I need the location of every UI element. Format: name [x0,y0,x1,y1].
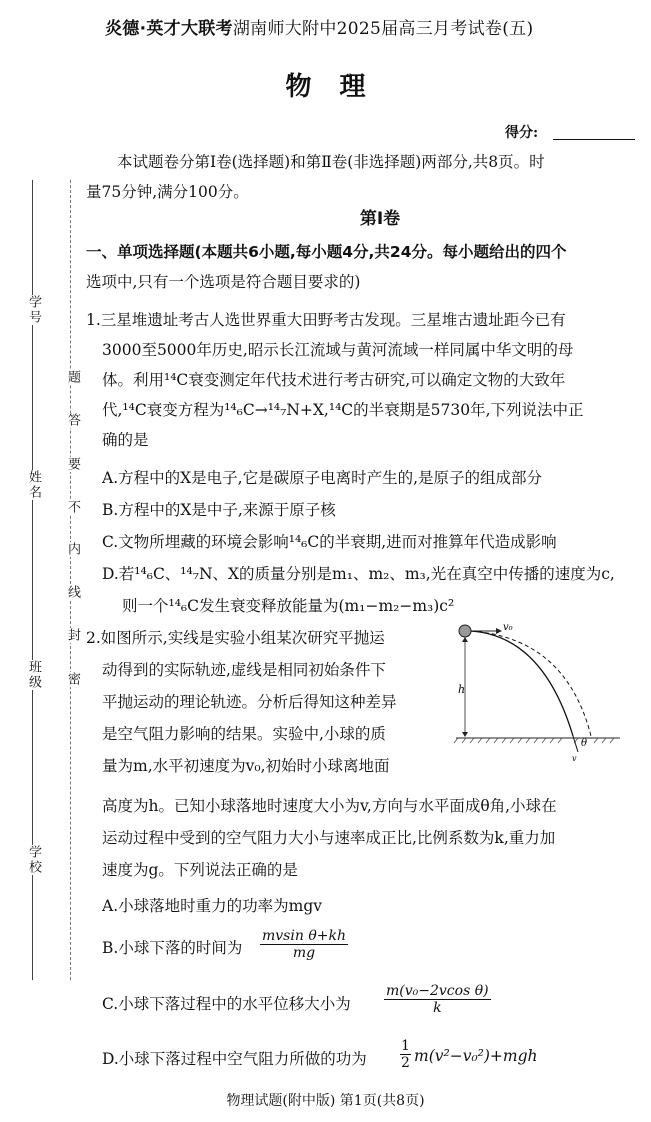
exam-brand: 炎德·英才大联考 [105,19,233,39]
q1-stem-line: 3000至5000年历史,昭示长江流域与黄河流域一样同属中华文明的母 [102,341,574,359]
part-heading-line: 选项中,只有一个选项是符合题目要求的) [86,273,361,291]
seal-line [70,180,71,980]
q2-option-c-prefix: C.小球下落过程中的水平位移大小为 [102,995,351,1013]
part-heading [86,240,567,262]
name-label: 姓名 [26,470,41,500]
intro-line: 本试题卷分第Ⅰ卷(选择题)和第Ⅱ卷(非选择题)两部分,共8页。时 [117,153,545,171]
q2-option-b-fraction [260,928,348,961]
q2-stem-line: 速度为g。下列说法正确的是 [102,861,298,879]
seal-char: 线 [65,585,80,600]
intro-line: 量75分钟,满分100分。 [86,183,249,201]
page-footer: 物理试题(附中版) 第1页(共8页) [226,1093,425,1109]
q2-stem-line: 动得到的实际轨迹,虚线是相同初始条件下 [102,661,386,679]
q2-option-a: A.小球落地时重力的功率为mgv [102,897,322,915]
q1-stem-line: 1.三星堆遗址考古人选世界重大田野考古发现。三星堆古遗址距今已有 [86,311,566,329]
fraction-denominator: k [433,1000,442,1016]
q1-stem-line: 确的是 [102,431,149,449]
v-label: v [572,754,577,763]
q2-option-d [102,1047,367,1069]
q2-option-b [102,936,242,958]
q2-stem-line: 2.如图所示,实线是实验小组某次研究平抛运 [86,629,385,647]
exam-name: 湖南师大附中2025届高三月考试卷(五) [232,19,534,39]
seal-char: 内 [65,542,80,557]
fraction-numerator: 1 [401,1038,410,1054]
section-title: 第Ⅰ卷 [359,209,401,229]
q2-stem-line: 运动过程中受到的空气阻力大小与速率成正比,比例系数为k,重力加 [102,829,556,847]
q2-option-c [102,992,351,1014]
height-label: h [458,683,466,696]
q2-stem-line: 平抛运动的理论轨迹。分析后得知这种差异 [102,693,397,711]
fraction-numerator: mvsin θ+kh [262,928,346,944]
school-label: 学校 [26,845,41,875]
actual-trajectory [471,631,573,736]
ball-icon [459,625,471,637]
ground-hatch [454,738,614,743]
q1-stem-line: 体。利用¹⁴C衰变测定年代技术进行考古研究,可以确定文物的大致年 [102,371,566,389]
subject-title: 物理 [285,72,394,102]
trajectory-figure [448,618,628,768]
v0-label: v₀ [503,622,513,633]
score-blank[interactable] [553,139,635,140]
fraction-denominator: mg [292,945,316,961]
q1-option-c: C.文物所埋藏的环境会影响¹⁴₆C的半衰期,进而对推算年代造成影响 [102,533,557,551]
seal-char: 答 [65,413,80,428]
height-arrow-bottom [462,732,468,737]
q2-option-d-suffix: m(v²−v₀²)+mgh [414,1047,538,1065]
q2-option-b-prefix: B.小球下落的时间为 [102,939,243,957]
theoretical-trajectory [471,631,591,736]
class-label: 班级 [26,660,41,690]
v0-arrowhead [496,628,502,634]
fraction-denominator: 2 [401,1055,410,1071]
theta-label: θ [581,738,588,749]
q1-option-a: A.方程中的X是电子,它是碳原子电离时产生的,是原子的组成部分 [102,469,543,487]
seal-char: 题 [65,370,80,385]
seal-char: 要 [65,457,80,472]
q2-stem-line: 是空气阻力影响的结果。实验中,小球的质 [102,725,386,743]
fraction-numerator: m(v₀−2vcos θ) [386,983,489,999]
part-heading-line: 一、单项选择题(本题共6小题,每小题4分,共24分。每小题给出的四个 [86,243,567,261]
binding-strip [14,180,84,980]
q1-option-d-cont: 则一个¹⁴₆C发生衰变释放能量为(m₁−m₂−m₃)c² [122,597,455,615]
q1-option-b: B.方程中的X是中子,来源于原子核 [102,501,336,519]
q2-option-d-fraction [400,1038,411,1071]
q2-stem-line: 量为m,水平初速度为v₀,初始时小球离地面 [102,757,390,775]
q2-option-c-fraction [384,983,491,1016]
student-id-label: 学号 [26,295,41,325]
score-label: 得分: [505,125,539,141]
q2-option-d-prefix: D.小球下落过程中空气阻力所做的功为 [102,1050,367,1068]
seal-char: 密 [65,672,80,687]
q2-stem-line: 高度为h。已知小球落地时速度大小为v,方向与水平面成θ角,小球在 [102,797,557,815]
exam-header [105,14,533,39]
seal-char: 不 [65,500,80,515]
seal-char: 封 [65,628,80,643]
height-arrow-top [462,637,468,642]
q1-option-d: D.若¹⁴₆C、¹⁴₇N、X的质量分别是m₁、m₂、m₃,光在真空中传播的速度为c, [102,565,615,583]
q1-stem-line: 代,¹⁴C衰变方程为¹⁴₆C→¹⁴₇N+X,¹⁴C的半衰期是5730年,下列说法中正 [102,401,584,419]
